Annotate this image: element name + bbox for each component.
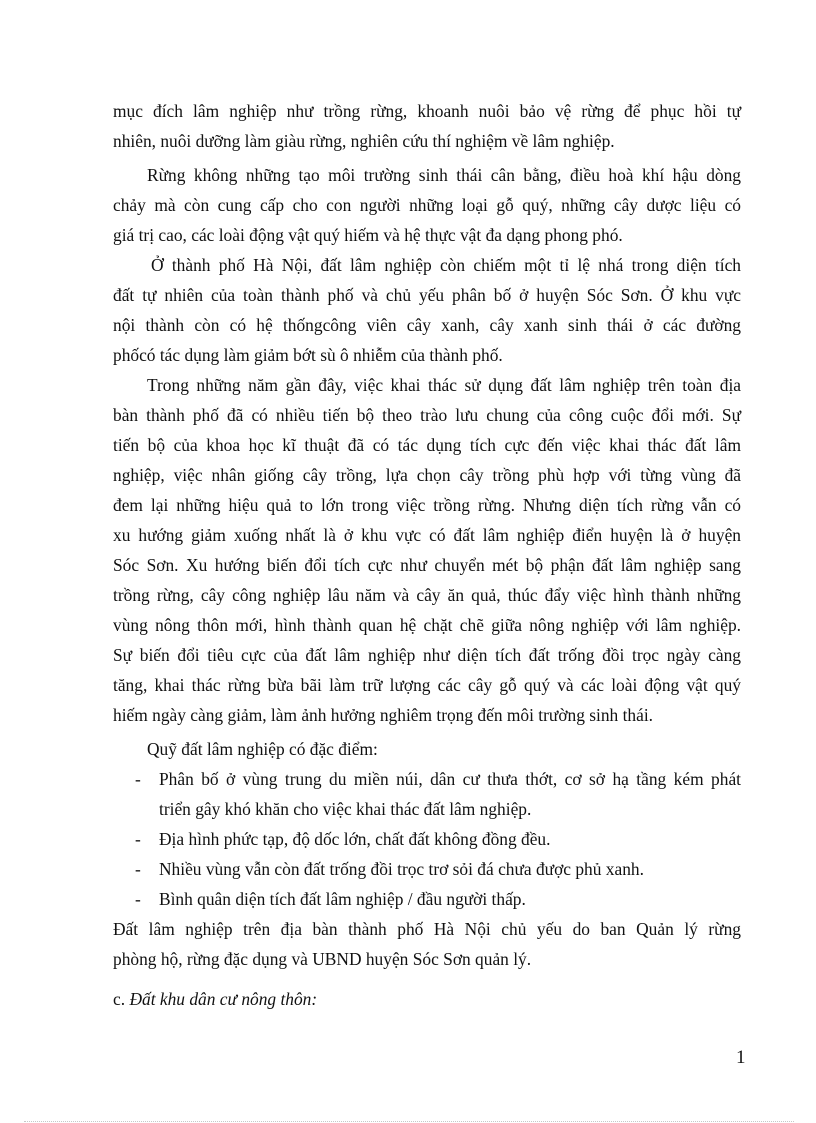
bullet-marker: - (135, 769, 141, 789)
paragraph-line: phốcó tác dụng làm giảm bớt sù ô nhiễm của thành phố. (113, 345, 503, 365)
paragraph-line: tiến bộ của khoa học kĩ thuật đã có tác dụng tích cực đến việc khai thác đất lâm (113, 435, 741, 455)
features-intro: Quỹ đất lâm nghiệp có đặc điểm: (147, 739, 378, 759)
document-body (113, 96, 741, 1014)
paragraph-line: đem lại những hiệu quả to lớn trong việc trồng rừng. Nhưng diện tích rừng vẫn có (113, 495, 741, 515)
paragraph-line: giá trị cao, các loài động vật quý hiếm và hệ thực vật đa dạng phong phó. (113, 225, 623, 245)
section-label: c. (113, 989, 126, 1009)
paragraph-line: nhiên, nuôi dưỡng làm giàu rừng, nghiên cứu thí nghiệm về lâm nghiệp. (113, 131, 615, 151)
paragraph-line: vùng nông thôn mới, hình thành quan hệ chặt chẽ giữa nông nghiệp với lâm nghiệp. (113, 615, 741, 635)
bullet-marker: - (135, 859, 141, 879)
paragraph-line: Ở thành phố Hà Nội, đất lâm nghiệp còn chiếm một tỉ lệ nhá trong diện tích (151, 255, 741, 275)
paragraph-line: Rừng không những tạo môi trường sinh thái cân bằng, điều hoà khí hậu dòng (147, 165, 741, 185)
page-number: 1 (736, 1047, 746, 1068)
paragraph-line: hiếm ngày càng giảm, làm ảnh hưởng nghiêm trọng đến môi trường sinh thái. (113, 705, 654, 725)
paragraph-line: Trong những năm gần đây, việc khai thác sử dụng đất lâm nghiệp trên toàn địa (147, 375, 741, 395)
bullet-marker: - (135, 829, 141, 849)
section-title: Đất khu dân cư nông thôn: (129, 989, 318, 1009)
paragraph-line: xu hướng giảm xuống nhất là ở khu vực có đất lâm nghiệp điển huyện là ở huyện (113, 525, 741, 545)
paragraph-line: Sóc Sơn. Xu hướng biến đổi tích cực như chuyển mét bộ phận đất lâm nghiệp sang (113, 555, 741, 575)
bullet-line: - Địa hình phức tạp, độ dốc lớn, chất đất không đồng đều. (113, 824, 741, 854)
page-bottom-divider (24, 1121, 794, 1122)
bullet-line: - Bình quân diện tích đất lâm nghiệp / đầu người thấp. (113, 884, 741, 914)
paragraph-line: nghiệp, việc nhân giống cây trồng, lựa chọn cây trồng phù hợp với từng vùng đã (113, 465, 741, 485)
paragraph-line: bàn thành phố đã có nhiều tiến bộ theo trào lưu chung của công cuộc đổi mới. Sự (113, 405, 741, 425)
bullet-list (113, 764, 741, 914)
paragraph-line: trồng rừng, cây công nghiệp lâu năm và cây ăn quả, thúc đẩy việc hình thành những (113, 585, 741, 605)
bullet-line: - Nhiều vùng vẫn còn đất trống đồi trọc trơ sỏi đá chưa được phủ xanh. (113, 854, 741, 884)
section-heading (113, 984, 741, 1014)
paragraph-line: Sự biến đổi tiêu cực của đất lâm nghiệp như diện tích đất trống đồi trọc ngày càng (113, 645, 741, 665)
bullet-line: - Phân bố ở vùng trung du miền núi, dân cư thưa thớt, cơ sở hạ tầng kém phát (113, 764, 741, 794)
paragraph-line: phòng hộ, rừng đặc dụng và UBND huyện Sóc Sơn quản lý. (113, 949, 532, 969)
paragraph-line: mục đích lâm nghiệp như trồng rừng, khoanh nuôi bảo vệ rừng để phục hồi tự (113, 101, 741, 121)
paragraph-line: đất tự nhiên của toàn thành phố và chủ yếu phân bố ở huyện Sóc Sơn. Ở khu vực (113, 285, 741, 305)
bullet-line: triển gây khó khăn cho việc khai thác đất lâm nghiệp. (159, 799, 532, 819)
paragraph-line: Đất lâm nghiệp trên địa bàn thành phố Hà Nội chủ yếu do ban Quản lý rừng (113, 919, 741, 939)
bullet-marker: - (135, 889, 141, 909)
paragraph-line: tăng, khai thác rừng bừa bãi làm trữ lượng các cây gỗ quý và các loài động vật quý (113, 675, 741, 695)
paragraph-line: nội thành còn có hệ thốngcông viên cây xanh, cây xanh sinh thái ở các đường (113, 315, 741, 335)
paragraph-line: chảy mà còn cung cấp cho con người những loại gỗ quý, những cây dược liệu có (113, 195, 741, 215)
